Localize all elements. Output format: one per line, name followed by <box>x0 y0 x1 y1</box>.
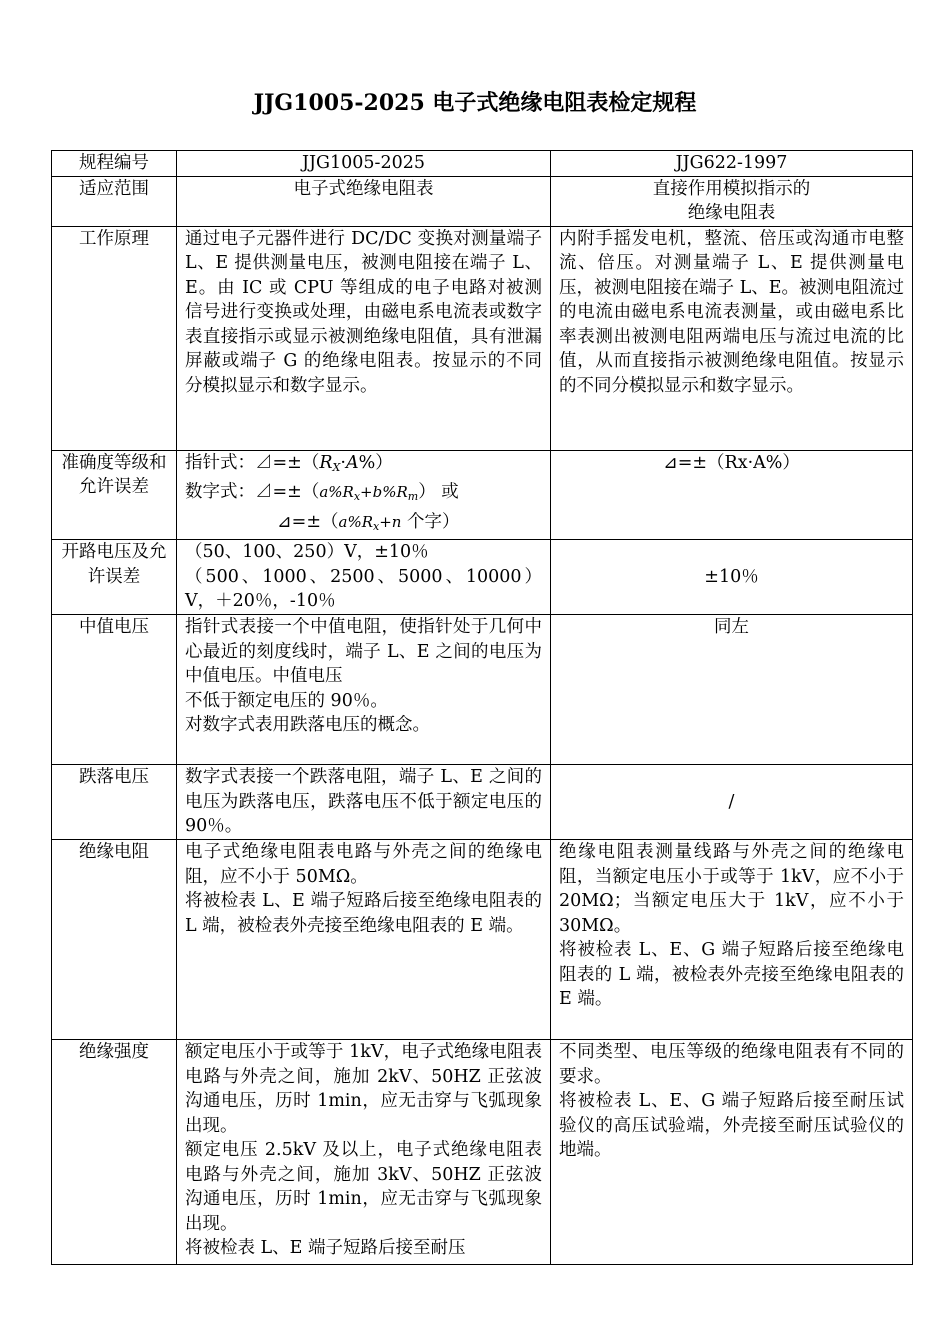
insulation-old-p2: 将被检表 L、E、G 端子短路后接至绝缘电阻表的 L 端，被检表外壳接至绝缘电阻表的 E 端。 <box>559 940 904 1009</box>
mid-voltage-p2: 不低于额定电压的 90％。 <box>185 690 388 711</box>
old-accuracy: ⊿=±（Rx·A%） <box>551 450 913 540</box>
new-insulation <box>177 840 551 1040</box>
row-label: 跌落电压 <box>52 765 177 840</box>
strength-old-p2: 将被检表 L、E、G 端子短路后接至耐压试验仪的高压试验端，外壳接至耐压试验仪的地端。 <box>559 1091 904 1160</box>
old-scope-line2: 绝缘电阻表 <box>687 203 776 223</box>
accuracy-digital-line2: $⊿=\pm(a\%R_x+n$ 个字） <box>277 511 460 533</box>
row-label: 工作原理 <box>52 226 177 450</box>
accuracy-digital-line: 数字式：$⊿=\pm(a\%R_x+b\%R_m)$ 或 <box>185 482 459 503</box>
strength-new-p2: 额定电压 2.5kV 及以上，电子式绝缘电阻表电路与外壳之间，施加 3kV、50HZ 正弦波沟通电压，历时 1min，应无击穿与飞弧现象出现。 <box>185 1140 542 1234</box>
open-voltage-line1: （50、100、250）V，±10％ <box>185 542 429 562</box>
row-label: 开路电压及允许误差 <box>52 540 177 615</box>
strength-new-p3: 将被检表 L、E 端子短路后接至耐压 <box>185 1238 466 1258</box>
new-standard-code: JJG1005-2025 <box>177 151 551 177</box>
new-strength <box>177 1040 551 1265</box>
row-label: 准确度等级和允许误差 <box>52 450 177 540</box>
old-principle: 内附手摇发电机，整流、倍压或沟通市电整流、倍压。对测量端子 L、E 提供测量电压，被测电阻接在端子 L、E。被测电阻流过的电流由磁电系电流表测量，或由磁电系比率表测出被测电阻两端电压与流过电流的比值，从而直接指示被测绝缘电阻值。按显示的不同分模拟显示和数字显示。 <box>551 226 913 450</box>
old-open-voltage: ±10％ <box>551 540 913 615</box>
old-strength <box>551 1040 913 1265</box>
table-row-principle <box>52 226 913 450</box>
insulation-new-p2: 将被检表 L、E 端子短路后接至绝缘电阻表的 L 端，被检表外壳接至绝缘电阻表的 E 端。 <box>185 891 542 936</box>
new-principle: 通过电子元器件进行 DC/DC 变换对测量端子 L、E 提供测量电压，被测电阻接在端子 L、E。由 IC 或 CPU 等组成的电子电路对被测信号进行变换或处理，由磁电系电流表或数字表直接指示或显示被测绝缘电阻值，具有泄漏屏蔽或端子 G 的绝缘电阻表。按显示的不同分模拟显示和数字显示。 <box>177 226 551 450</box>
open-voltage-line2: （500、1000、2500、5000、10000）V，＋20％，-10％ <box>185 566 542 611</box>
comparison-table <box>51 150 913 1265</box>
row-label: 绝缘电阻 <box>52 840 177 1040</box>
table-row-drop-voltage <box>52 765 913 840</box>
accuracy-pointer-line: 指针式：$⊿=\pm(R_X\cdot A\%)$ <box>185 452 393 474</box>
strength-old-p1: 不同类型、电压等级的绝缘电阻表有不同的要求。 <box>559 1042 904 1087</box>
new-scope: 电子式绝缘电阻表 <box>177 176 551 226</box>
table-row-code <box>52 151 913 177</box>
insulation-old-p1: 绝缘电阻表测量线路与外壳之间的绝缘电阻，当额定电压小于或等于 1kV，应不小于 20MΩ；当额定电压大于 1kV，应不小于 30MΩ。 <box>559 842 904 936</box>
new-mid-voltage <box>177 615 551 765</box>
old-scope-line1: 直接作用模拟指示的 <box>652 178 811 199</box>
table-row-strength <box>52 1040 913 1265</box>
old-mid-voltage: 同左 <box>551 615 913 765</box>
old-scope <box>551 176 913 226</box>
mid-voltage-p3: 对数字式表用跌落电压的概念。 <box>185 715 430 735</box>
row-label: 中值电压 <box>52 615 177 765</box>
new-drop-voltage: 数字式表接一个跌落电阻，端子 L、E 之间的电压为跌落电压，跌落电压不低于额定电压的 90％。 <box>177 765 551 840</box>
old-drop-voltage: / <box>551 765 913 840</box>
old-standard-code: JJG622-1997 <box>551 151 913 177</box>
table-row-open-voltage <box>52 540 913 615</box>
new-open-voltage <box>177 540 551 615</box>
table-row-accuracy <box>52 450 913 540</box>
insulation-new-p1: 电子式绝缘电阻表电路与外壳之间的绝缘电阻，应不小于 50MΩ。 <box>185 842 542 887</box>
row-label: 绝缘强度 <box>52 1040 177 1265</box>
row-label: 规程编号 <box>52 151 177 177</box>
new-accuracy <box>177 450 551 540</box>
document-title: JJG1005-2025 电子式绝缘电阻表检定规程 <box>253 90 697 116</box>
row-label: 适应范围 <box>52 176 177 226</box>
strength-new-p1: 额定电压小于或等于 1kV，电子式绝缘电阻表电路与外壳之间，施加 2kV、50HZ 正弦波沟通电压，历时 1min，应无击穿与飞弧现象出现。 <box>185 1042 542 1136</box>
mid-voltage-p1: 指针式表接一个中值电阻，使指针处于几何中心最近的刻度线时，端子 L、E 之间的电压为中值电压。中值电压 <box>185 617 542 686</box>
table-row-insulation <box>52 840 913 1040</box>
old-insulation <box>551 840 913 1040</box>
table-row-scope <box>52 176 913 226</box>
table-row-mid-voltage <box>52 615 913 765</box>
